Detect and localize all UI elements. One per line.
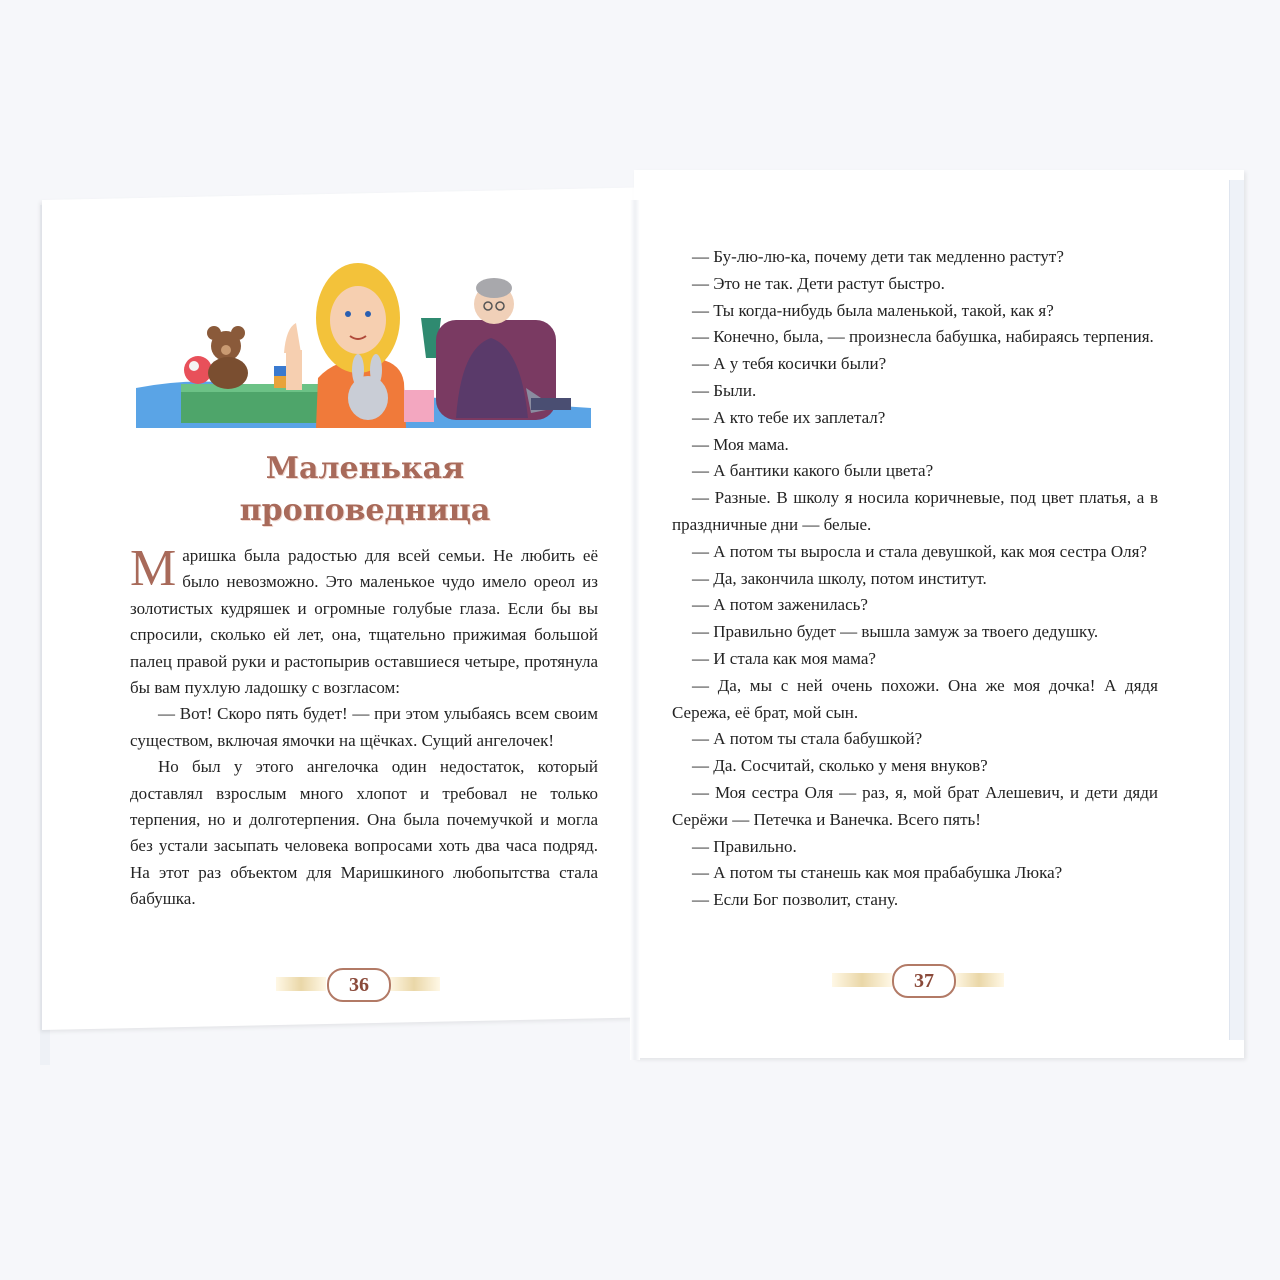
dialogue-line: — Если Бог позволит, стану.	[692, 890, 899, 910]
left-page-text	[130, 540, 598, 913]
grandmother-in-armchair	[436, 278, 571, 420]
pink-blanket	[404, 390, 434, 422]
dialogue-line: — Да, закончила школу, потом институт.	[692, 568, 987, 588]
right-page-text	[672, 244, 1158, 914]
teddy-bear	[207, 326, 248, 389]
dialogue-line: — А потом ты стала бабушкой?	[692, 729, 923, 749]
paragraph-2: — Вот! Скоро пять будет! — при этом улыбаясь всем своим существом, включая ямочки на щёчках. Сущий ангелочек!	[130, 704, 598, 750]
page-number-ornament-right-37	[954, 973, 1004, 987]
dialogue-line: — А потом ты выросла и стала девушкой, как моя сестра Оля?	[692, 541, 1147, 561]
dialogue-line: — Моя сестра Оля — раз, я, мой брат Алешевич, и дети дяди Серёжи — Петечка и Ванечка. Всего пять!	[672, 782, 1158, 829]
drop-cap: М	[130, 540, 177, 597]
page-number-left: 36	[327, 968, 391, 1002]
dialogue-line: — А кто тебе их заплетал?	[692, 407, 886, 427]
dialogue-line: — И стала как моя мама?	[692, 648, 876, 668]
dialogue-line: — Бу-лю-лю-ка, почему дети так медленно растут?	[692, 247, 1064, 266]
dialogue-line: — Конечно, была, — произнесла бабушка, набираясь терпения.	[692, 327, 1154, 347]
paragraph-1-text: аришка была радостью для всей семьи. Не любить её было невозможно. Это маленькое чудо имело ореол из золотистых кудряшек и огромные голубые глаза. Если бы вы спросили, сколько ей лет, она, тщательно прижимая большой палец правой руки и растопырив оставшиеся четыре, протянула бы вам пухлую ладошку с возгласом:	[130, 546, 598, 698]
paragraph-3: Но был у этого ангелочка один недостаток, который доставлял взрослым много хлопот и требовал не только терпения, но и долготерпения. Она была почемучкой и могла без устали засыпать человека вопросами хоть два часа подряд. На этот раз объектом для Маришкиного любопытства стала бабушка.	[130, 757, 598, 909]
dialogue-line: — Да, мы с ней очень похожи. Она же моя дочка! А дядя Сережа, её брат, мой сын.	[672, 675, 1158, 722]
dialogue-line: — А потом ты станешь как моя прабабушка Люка?	[692, 863, 1063, 883]
paragraph-1	[130, 540, 598, 701]
right-page-edges	[1229, 180, 1244, 1040]
page-number-right: 37	[892, 964, 956, 998]
dialogue-line: — Правильно будет — вышла замуж за твоего дедушку.	[692, 622, 1099, 642]
dialogue-line: — Да. Сосчитай, сколько у меня внуков?	[692, 756, 988, 776]
dialogue-line: — Это не так. Дети растут быстро.	[692, 273, 945, 293]
story-illustration	[136, 258, 591, 428]
dialogue-line: — А бантики какого были цвета?	[692, 461, 934, 481]
page-number-ornament-left-37	[832, 973, 892, 987]
title-line-1: Маленькая	[265, 451, 465, 486]
title-line-2: проповедница	[239, 493, 491, 528]
book-gutter	[630, 200, 640, 1060]
page-number-ornament-right	[388, 977, 440, 991]
dialogue-line: — Правильно.	[692, 836, 797, 856]
toy-ball	[184, 356, 212, 384]
dialogue-line: — Разные. В школу я носила коричневые, под цвет платья, а в праздничные дни — белые.	[672, 488, 1158, 534]
dialogue-line: — А у тебя косички были?	[692, 354, 887, 374]
dialogue-line: — Ты когда-нибудь была маленькой, такой, как я?	[692, 300, 1054, 320]
story-title	[130, 448, 600, 532]
dialogue-line: — А потом заженилась?	[692, 595, 868, 615]
dialogue-line: — Моя мама.	[692, 434, 789, 454]
page-number-ornament-left	[276, 977, 326, 991]
dialogue-line: — Были.	[692, 380, 757, 400]
